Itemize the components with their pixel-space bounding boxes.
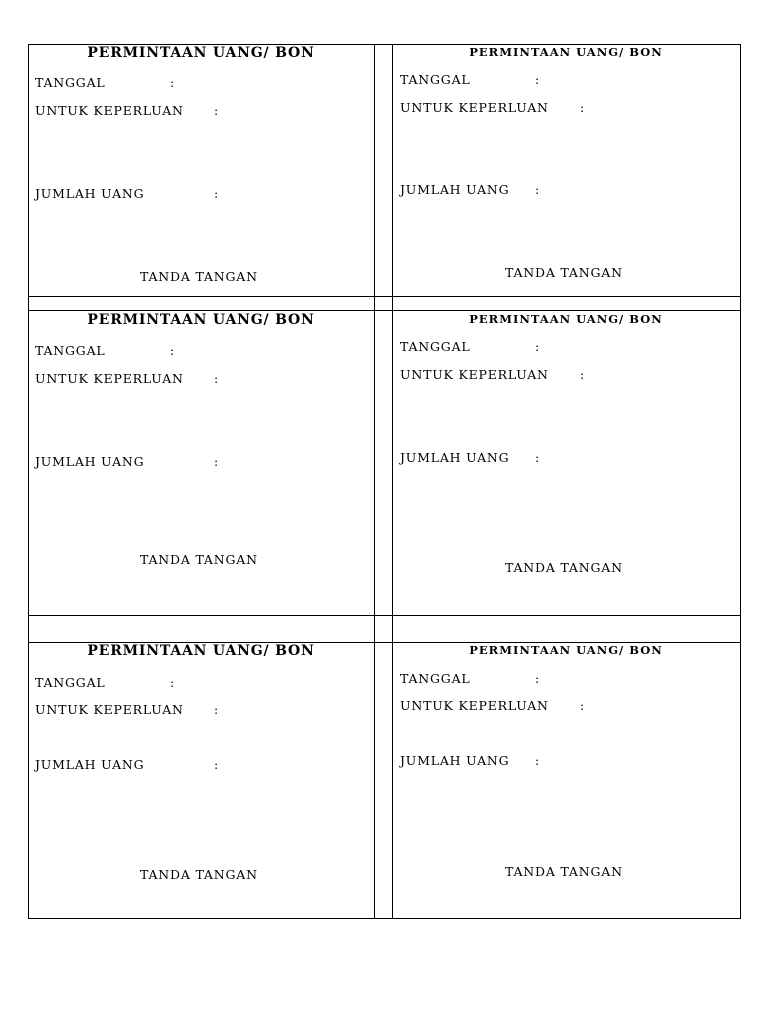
purpose-label: UNTUK KEPERLUAN [35,702,184,717]
signature-label: TANDA TANGAN [505,864,623,879]
amount-colon: : [535,182,541,197]
date-label: TANGGAL [400,671,471,686]
signature-label: TANDA TANGAN [140,552,258,567]
date-colon: : [535,671,541,686]
form-title: PERMINTAAN UANG/ BON [469,312,663,326]
grid-line [740,44,741,919]
grid-line [374,44,375,919]
purpose-label: UNTUK KEPERLUAN [400,100,549,115]
date-colon: : [535,72,541,87]
grid-line [28,44,29,919]
form-title: PERMINTAAN UANG/ BON [469,643,663,657]
signature-label: TANDA TANGAN [505,560,623,575]
purpose-colon: : [580,100,586,115]
purpose-colon: : [214,371,220,386]
amount-label: JUMLAH UANG [35,454,145,469]
amount-colon: : [214,186,220,201]
grid-line [28,296,741,297]
purpose-label: UNTUK KEPERLUAN [35,371,184,386]
date-label: TANGGAL [35,675,106,690]
amount-label: JUMLAH UANG [35,186,145,201]
grid-line [392,44,393,919]
form-title: PERMINTAAN UANG/ BON [87,312,315,328]
amount-label: JUMLAH UANG [35,757,145,772]
grid-line [28,310,741,311]
amount-label: JUMLAH UANG [400,753,510,768]
date-colon: : [170,675,176,690]
amount-colon: : [214,454,220,469]
form-title: PERMINTAAN UANG/ BON [87,643,315,659]
date-label: TANGGAL [400,72,471,87]
purpose-colon: : [580,367,586,382]
purpose-label: UNTUK KEPERLUAN [400,698,549,713]
amount-label: JUMLAH UANG [400,450,510,465]
date-label: TANGGAL [35,343,106,358]
form-title: PERMINTAAN UANG/ BON [87,45,315,61]
amount-label: JUMLAH UANG [400,182,510,197]
purpose-colon: : [580,698,586,713]
date-colon: : [170,343,176,358]
date-colon: : [535,339,541,354]
amount-colon: : [535,450,541,465]
grid-line [28,615,741,616]
purpose-label: UNTUK KEPERLUAN [35,103,184,118]
purpose-label: UNTUK KEPERLUAN [400,367,549,382]
purpose-colon: : [214,702,220,717]
form-title: PERMINTAAN UANG/ BON [469,45,663,59]
date-label: TANGGAL [400,339,471,354]
date-label: TANGGAL [35,75,106,90]
signature-label: TANDA TANGAN [140,867,258,882]
signature-label: TANDA TANGAN [505,265,623,280]
signature-label: TANDA TANGAN [140,269,258,284]
date-colon: : [170,75,176,90]
amount-colon: : [214,757,220,772]
grid-line [28,918,741,919]
purpose-colon: : [214,103,220,118]
amount-colon: : [535,753,541,768]
